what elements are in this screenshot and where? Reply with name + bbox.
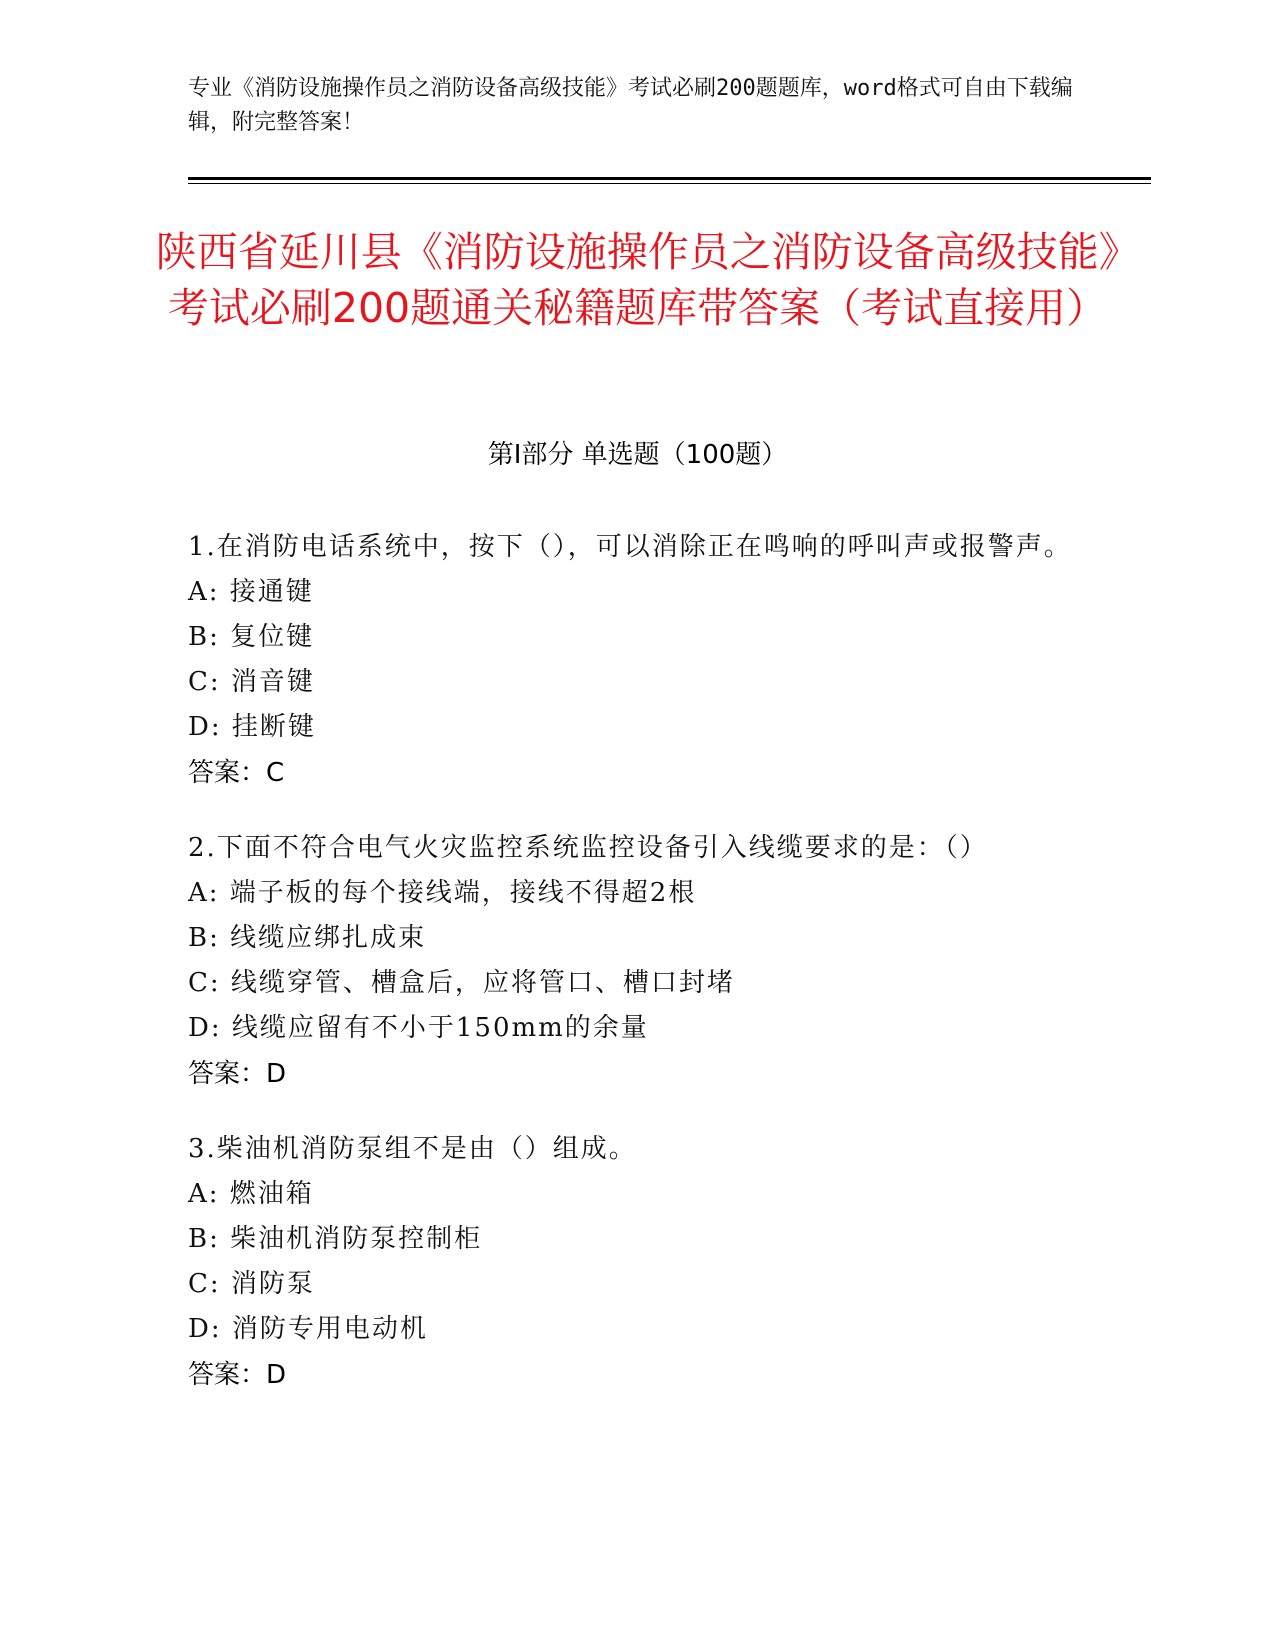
question-stem: 2.下面不符合电气火灾监控系统监控设备引入线缆要求的是：（） <box>188 833 988 863</box>
question-2 <box>188 826 1088 1097</box>
question-stem: 3.柴油机消防泵组不是由（）组成。 <box>188 1134 637 1164</box>
option-b: B: 线缆应绑扎成束 <box>188 923 427 953</box>
question-3 <box>188 1127 1088 1398</box>
header-rule-thick <box>188 177 1151 180</box>
header-rule-thin <box>188 183 1151 184</box>
option-c: C: 线缆穿管、槽盒后，应将管口、槽口封堵 <box>188 968 735 998</box>
option-a: A: 燃油箱 <box>188 1179 314 1209</box>
answer: 答案：C <box>188 758 285 788</box>
option-b: B: 柴油机消防泵控制柜 <box>188 1224 483 1254</box>
answer: 答案：D <box>188 1059 287 1089</box>
answer: 答案：D <box>188 1360 287 1390</box>
option-a: A: 接通键 <box>188 577 314 607</box>
option-b: B: 复位键 <box>188 622 315 652</box>
option-d: D: 线缆应留有不小于150mm的余量 <box>188 1013 649 1043</box>
header-note: 专业《消防设施操作员之消防设备高级技能》考试必刷200题题库，word格式可自由下载编辑，附完整答案！ <box>188 76 1073 135</box>
document-title: 陕西省延川县《消防设施操作员之消防设备高级技能》考试必刷200题通关秘籍题库带答案（考试直接用） <box>155 228 1120 332</box>
section-heading: 第I部分 单选题（100题） <box>487 440 788 470</box>
option-c: C: 消防泵 <box>188 1269 315 1299</box>
question-list <box>188 525 1088 1428</box>
question-stem: 1.在消防电话系统中，按下（），可以消除正在鸣响的呼叫声或报警声。 <box>188 532 1072 562</box>
option-d: D: 挂断键 <box>188 712 316 742</box>
option-a: A: 端子板的每个接线端，接线不得超2根 <box>188 878 697 908</box>
option-c: C: 消音键 <box>188 667 315 697</box>
option-d: D: 消防专用电动机 <box>188 1314 428 1344</box>
question-1 <box>188 525 1088 796</box>
